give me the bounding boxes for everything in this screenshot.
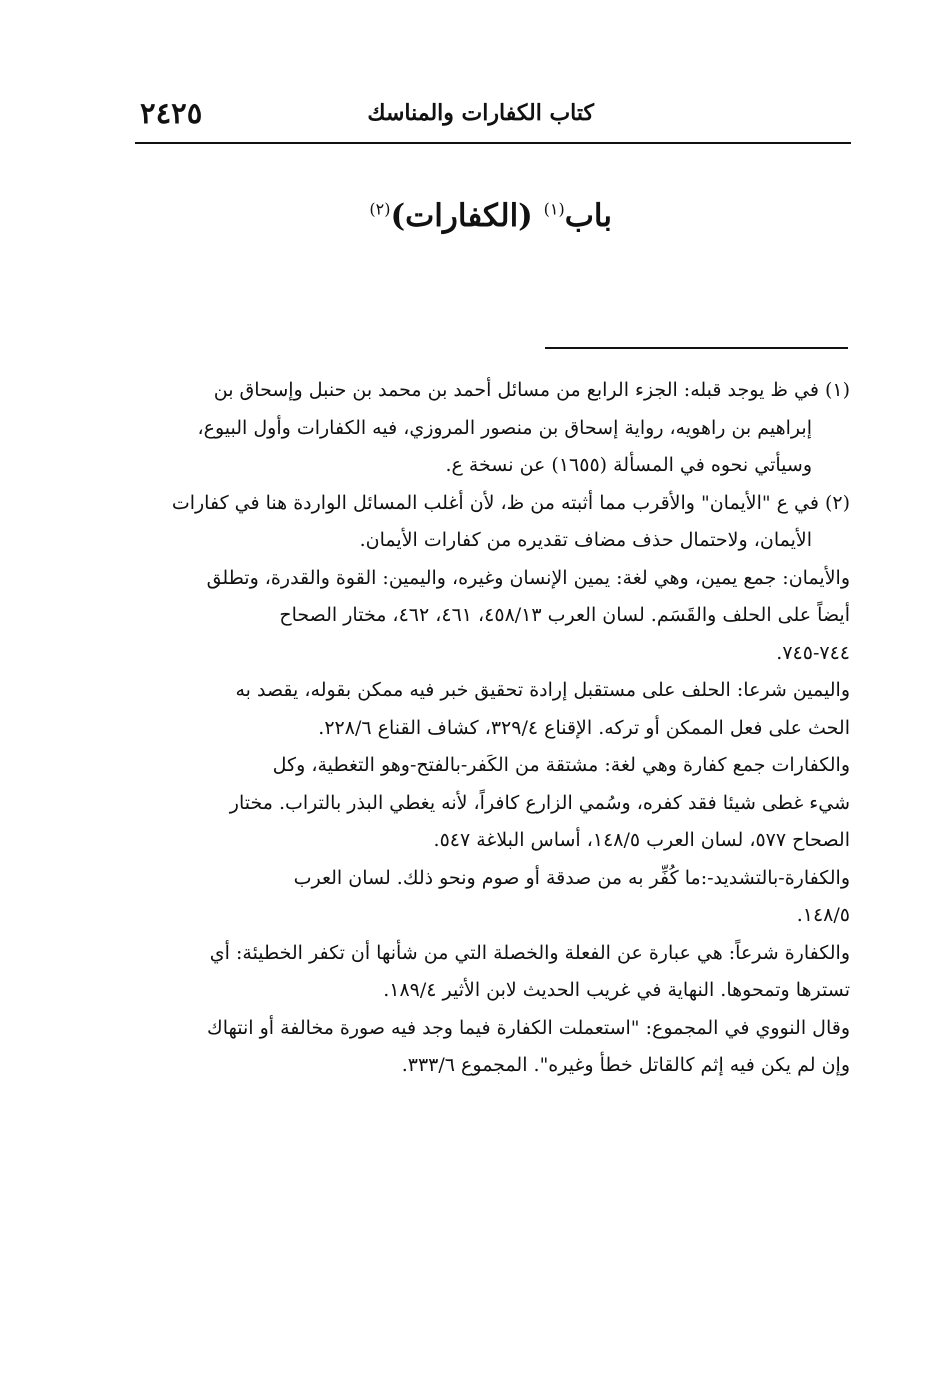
footnote-2-line-2: الأيمان، ولاحتمال حذف مضاف تقديره من كفارات الأيمان. — [359, 529, 812, 551]
footnotes — [130, 372, 850, 1085]
footnote-1-marker: (١) — [824, 379, 850, 401]
footnote-2-text: في ع "الأيمان" والأقرب مما أثبته من ظ، لأن أغلب المسائل الواردة هنا في كفارات — [171, 491, 819, 514]
footnote-1-line-3: وسيأتي نحوه في المسألة (١٦٥٥) عن نسخة ع. — [445, 454, 812, 476]
chapter-subject: (الكفارات) — [390, 198, 533, 234]
kaffarat-lugha-line-2: شيء غطى شيئا فقد كفره، وسُمي الزارع كافراً، لأنه يغطي البذر بالتراب. مختار — [229, 791, 850, 814]
chapter-title-word: باب — [564, 198, 612, 234]
footnote-2-marker: (٢) — [824, 491, 850, 514]
footnote-separator — [545, 347, 848, 349]
kaffara-sharan-line-2: تسترها وتمحوها. النهاية في غريب الحديث لابن الأثير ١٨٩/٤. — [383, 979, 850, 1001]
yameen-sharan-line-1: واليمين شرعا: الحلف على مستقبل إرادة تحقيق خبر فيه ممكن بقوله، يقصد به — [235, 679, 850, 701]
footnote-1-text: في ظ يوجد قبله: الجزء الرابع من مسائل أحمد بن محمد بن حنبل وإسحاق بن — [213, 379, 819, 401]
footnote-ref-2: (٢) — [369, 199, 391, 219]
nawawi-quote-line-2: وإن لم يكن فيه إثم كالقاتل خطأ وغيره". المجموع ٣٣٣/٦. — [401, 1054, 850, 1076]
yameen-sharan-line-2: الحث على فعل الممكن أو تركه. الإقناع ٣٢٩/٤، كشاف القناع ٢٢٨/٦. — [318, 716, 850, 739]
footnote-ref-1: (١) — [543, 199, 565, 219]
footnote-1-line-2: إبراهيم بن راهويه، رواية إسحاق بن منصور المروزي، فيه الكفارات وأول البيوع، — [197, 416, 812, 439]
aymaan-definition-line-1: والأيمان: جمع يمين، وهي لغة: يمين الإنسان وغيره، واليمين: القوة والقدرة، وتطلق — [206, 566, 850, 589]
aymaan-definition-line-2: أيضاً على الحلف والقَسَم. لسان العرب ٤٥٨/١٣، ٤٦١، ٤٦٢، مختار الصحاح — [279, 604, 850, 626]
footnote-2-line-1 — [130, 485, 850, 523]
kaffarat-lugha-line-1: والكفارات جمع كفارة وهي لغة: مشتقة من الكَفر-بالفتح-وهو التغطية، وكل — [272, 754, 850, 776]
page-number: ٢٤٢٥ — [140, 96, 203, 130]
footnote-1-line-1 — [130, 372, 850, 410]
kaffara-tashdeed-line-2: ١٤٨/٥. — [796, 904, 850, 926]
chapter-title — [300, 198, 612, 234]
header-rule — [135, 142, 851, 144]
kaffara-sharan-line-1: والكفارة شرعاً: هي عبارة عن الفعلة والخصلة التي من شأنها أن تكفر الخطيئة: أي — [209, 941, 850, 964]
nawawi-quote-line-1: وقال النووي في المجموع: "استعملت الكفارة فيما وجد فيه صورة مخالفة أو انتهاك — [207, 1016, 850, 1039]
aymaan-definition-line-3: ٧٤٤-٧٤٥. — [776, 641, 850, 664]
kaffarat-lugha-line-3: الصحاح ٥٧٧، لسان العرب ١٤٨/٥، أساس البلاغة ٥٤٧. — [433, 829, 850, 851]
running-title: كتاب الكفارات والمناسك — [367, 100, 594, 126]
kaffara-tashdeed-line-1: والكفارة-بالتشديد-:ما كُفِّر به من صدقة أو صوم ونحو ذلك. لسان العرب — [293, 866, 850, 889]
